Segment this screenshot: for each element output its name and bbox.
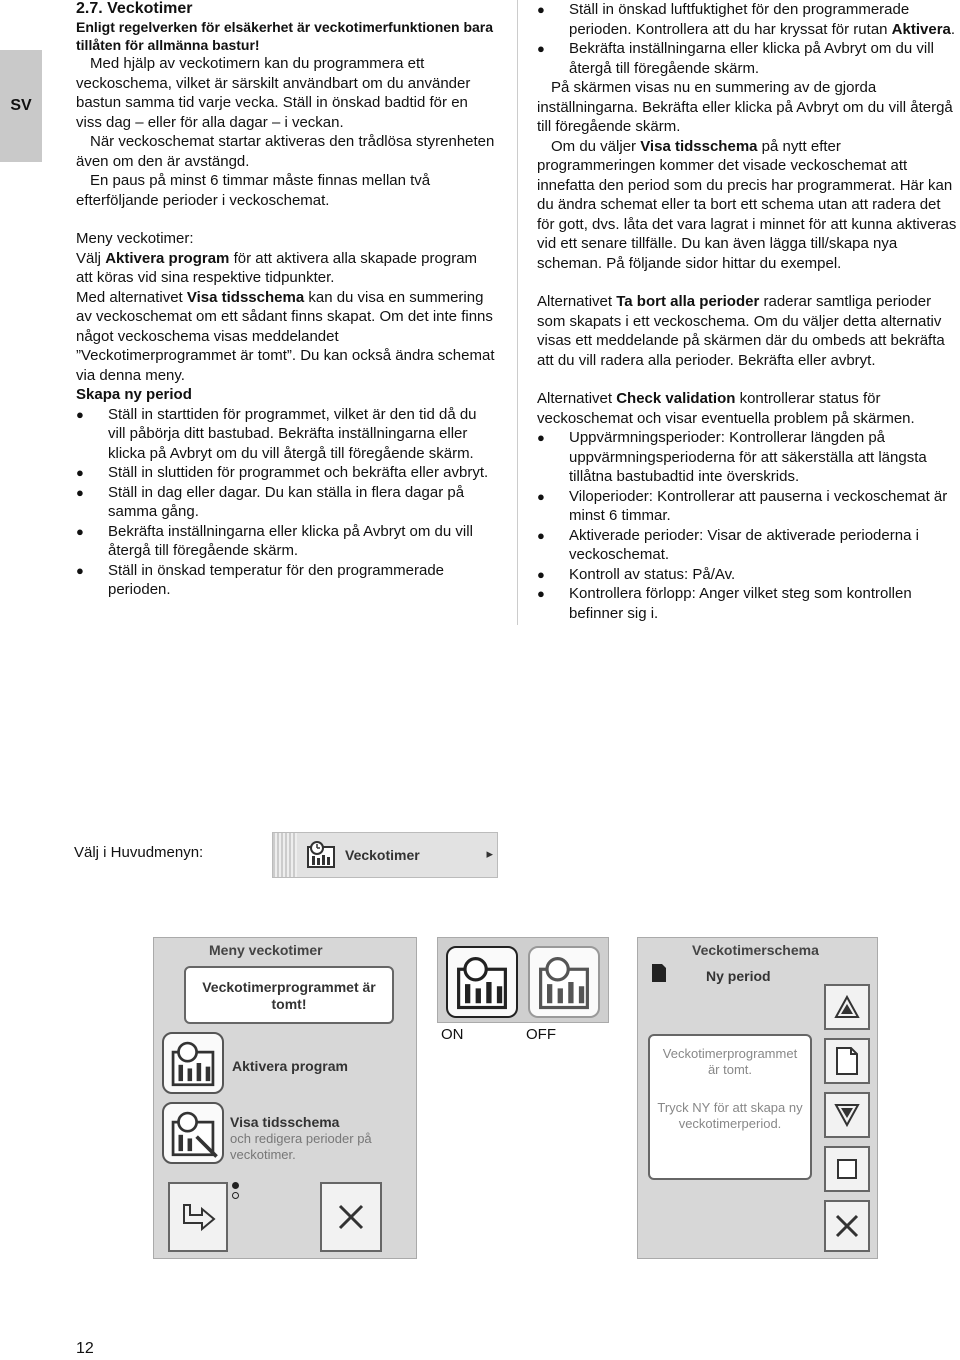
main-menu-label: Välj i Huvudmenyn: [74,844,204,861]
column-divider [517,0,518,625]
show-schedule-sublabel: och redigera perioder på veckotimer. [230,1131,372,1162]
close-icon [834,1213,860,1239]
right-column [537,0,958,623]
show-schedule-label: Visa tidsschema [230,1114,340,1130]
list-item: ● Kontrollera förlopp: Anger vilket steg som kontrollen befinner sig i. [537,584,958,623]
language-tab [0,50,42,162]
list-item: ● Ställ in starttiden för programmet, vilket är den tid då du vill påbörja ditt bastubad. Bekräfta inställningarna eller klicka på Avbryt om du vill återgå till föregående skärm. [76,405,497,464]
pause-paragraph: En paus på minst 6 timmar måste finnas mellan två efterföljande perioder i veckoschemat. [76,172,431,209]
main-menu-item-label: Veckotimer [345,847,420,863]
wireless-paragraph: När veckoschemat startar aktiveras den trådlösa styrenheten även om den är avstängd. [76,133,495,170]
checkbox-icon [835,1157,859,1181]
show-schedule-paragraph: Om du väljer Visa tidsschema på nytt efter programmeringen kommer det visade veckoschemat att innefatta den period som du precis har programmerat. Här kan du ändra schemat eller ta bort ett schema utan att radera det för gott, dvs. låta det vara lagrat i minnet för att kunna aktiveras vid ett senare tillfälle. Du kan även lägga till/skapa nya scheman. På följande sidor hittar du exempel. [537,137,957,272]
list-item: ● Kontroll av status: På/Av. [537,565,958,585]
main-menu-item[interactable] [272,832,498,878]
safety-note: Enligt regelverken för elsäkerhet är veckotimerfunktionen bara tillåten för allmänna bastur! [76,19,494,53]
list-item: ● Ställ in dag eller dagar. Du kan ställa in flera dagar på samma gång. [76,483,497,522]
on-label: ON [441,1026,464,1043]
submenu-arrow-icon: ▸ [486,846,493,861]
scroll-up-button[interactable] [824,984,870,1030]
schedule-edit-icon [164,1104,222,1162]
arrow-up-icon [833,993,861,1021]
list-item: ● Aktiverade perioder: Visar de aktiverade perioderna i veckoschemat. [537,526,958,565]
show-schedule-button[interactable] [162,1102,224,1164]
select-checkbox-button[interactable] [824,1146,870,1192]
back-arrow-icon [178,1197,218,1237]
list-item: ● Ställ in sluttiden för programmet och bekräfta eller avbryt. [76,463,497,483]
screen-weekly-timer-menu [153,937,417,1259]
weekly-timer-icon [305,839,337,871]
program-off-icon [528,946,600,1018]
left-column [76,0,497,600]
activate-program-label: Aktivera program [232,1058,348,1074]
check-validation-paragraph: Alternativet Check validation kontrollerar status för veckoschemat och visar eventuella problem på skärmen. [537,390,915,427]
section-heading: 2.7. Veckotimer [76,0,193,17]
create-period-list [76,405,497,600]
list-item: ● Bekräfta inställningarna eller klicka på Avbryt om du vill återgå till föregående skärm. [537,39,958,78]
settings-list [537,0,958,78]
delete-periods-paragraph: Alternativet Ta bort alla perioder raderar samtliga perioder som skapats i ett veckoschema. Om du väljer detta alternativ visas ett meddelande på skärmen där du ombeds att bekräfta att du vill radera alla perioder. Bekräfta eller avbryt. [537,293,945,369]
list-item: ● Ställ in önskad luftfuktighet för den programmerade perioden. Kontrollera att du har kryssat för rutan Aktivera. [537,0,958,39]
document-icon [650,962,668,984]
program-on-icon [446,946,518,1018]
new-period-button[interactable] [824,1038,870,1084]
page-indicator [232,1182,242,1199]
create-new-hint: Tryck NY för att skapa ny veckotimerperiod. [657,1100,803,1131]
menu-heading: Meny veckotimer: [76,230,194,247]
schedule-empty-box [648,1034,812,1180]
back-button[interactable] [168,1182,228,1252]
list-item: ● Viloperioder: Kontrollerar att pauserna i veckoschemat är minst 6 timmar. [537,487,958,526]
activate-paragraph: Välj Aktivera program för att aktivera alla skapade program att köras vid sina respektive tidpunkter. [76,249,478,286]
schedule-paragraph: Med alternativet Visa tidsschema kan du visa en summering av veckoschemat om ett sådant finns skapat. Om det inte finns något veckoschema visas meddelandet ”Veckotimerprogrammet är tomt”. Du kan också ändra schemat via denna meny. [76,288,495,384]
summary-paragraph: På skärmen visas nu en summering av de gjorda inställningarna. Bekräfta eller klicka på Avbryt om du vill återgå till föregående skärm. [537,79,953,135]
off-label: OFF [526,1026,556,1043]
cancel-button[interactable] [320,1182,382,1252]
list-item: ● Bekräfta inställningarna eller klicka på Avbryt om du vill återgå till föregående skärm. [76,522,497,561]
screen-title: Meny veckotimer [209,942,323,958]
validation-list [537,428,958,623]
page-number: 12 [76,1340,94,1357]
scroll-down-button[interactable] [824,1092,870,1138]
weekly-timer-icon [530,948,598,1016]
create-period-heading: Skapa ny period [76,386,192,403]
empty-program-message: Veckotimerprogrammet är tomt! [184,966,394,1024]
activate-program-button[interactable] [162,1032,224,1094]
toggle-icons-panel [437,937,609,1023]
weekly-timer-icon [164,1034,222,1092]
close-icon [336,1202,366,1232]
list-item: ● Uppvärmningsperioder: Kontrollerar längden på uppvärmningsperioderna för att säkerställa att längsta tillåtna bastubadtid inte överskrids. [537,428,958,487]
new-document-icon [834,1046,860,1076]
cancel-button[interactable] [824,1200,870,1252]
screen-weekly-schedule [637,937,878,1259]
screen-title: Veckotimerschema [692,942,819,958]
schedule-empty-message: Veckotimerprogrammet är tomt. [662,1046,798,1077]
language-tab-label: SV [10,97,32,114]
intro-paragraph: Med hjälp av veckotimern kan du programmera ett veckoschema, vilket är särskilt användbart om du använder bastun samma tid varje vecka. Ställ in önskad badtid för en viss dag – eller för alla dagar – i veckan. [76,55,471,131]
weekly-timer-icon [448,948,516,1016]
arrow-down-icon [833,1101,861,1129]
list-item: ● Ställ in önskad temperatur för den programmerade perioden. [76,561,497,600]
new-period-label: Ny period [706,968,771,984]
